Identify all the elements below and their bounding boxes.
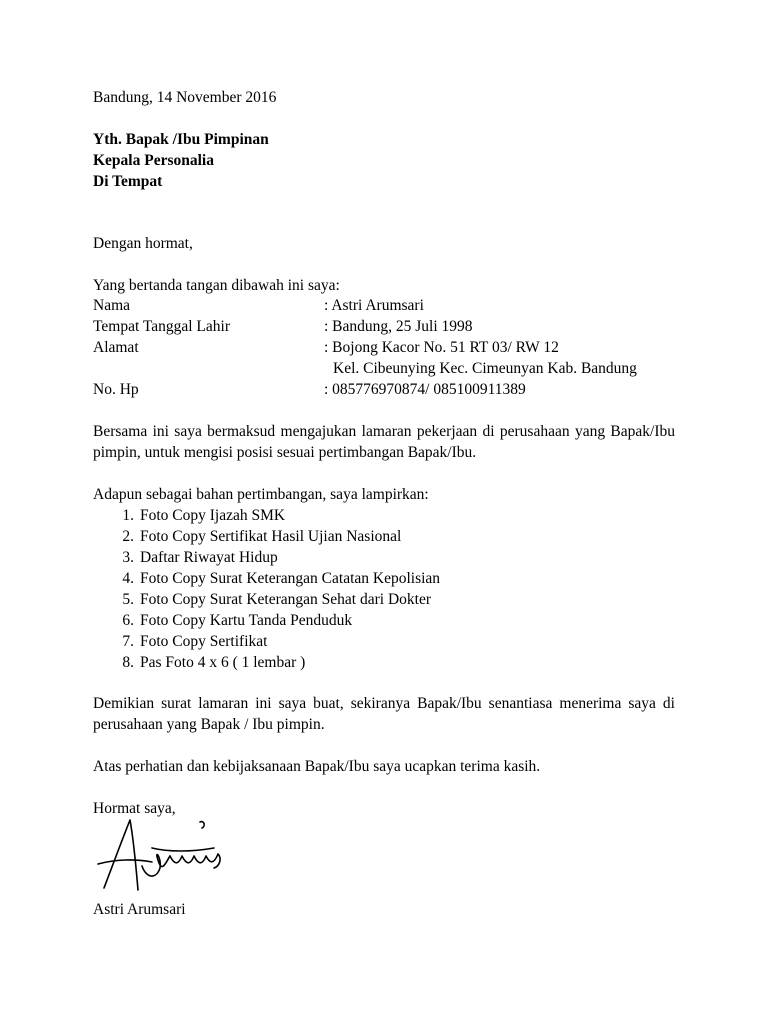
recipient-line-3: Di Tempat [93,173,163,190]
identity-label-name: Nama [93,297,131,314]
identity-value-address: : Bojong Kacor No. 51 RT 03/ RW 12 [324,339,559,356]
attachments-intro: Adapun sebagai bahan pertimbangan, saya lampirkan: [93,486,429,503]
list-item-number: 4. [122,570,134,587]
identity-value-phone: : 085776970874/ 085100911389 [324,381,526,398]
signature-image [96,812,236,894]
list-item: Foto Copy Surat Keterangan Sehat dari Dokter [140,591,431,608]
list-item: Foto Copy Surat Keterangan Catatan Kepolisian [140,570,441,587]
list-item-number: 5. [122,591,134,608]
list-item-number: 3. [122,549,134,566]
recipient-line-2: Kepala Personalia [93,152,214,169]
list-item: Foto Copy Sertifikat [140,633,268,650]
list-item-number: 1. [122,507,134,524]
place-date: Bandung, 14 November 2016 [93,89,277,106]
identity-label-phone: No. Hp [93,381,139,398]
identity-value-name: : Astri Arumsari [324,297,424,314]
intro-text: Yang bertanda tangan dibawah ini saya: [93,277,340,294]
list-item-number: 2. [122,528,134,545]
list-item: Pas Foto 4 x 6 ( 1 lembar ) [140,654,306,671]
thanks-text: Atas perhatian dan kebijaksanaan Bapak/Ibu saya ucapkan terima kasih. [93,758,541,775]
list-item: Foto Copy Kartu Tanda Penduduk [140,612,353,629]
salutation: Dengan hormat, [93,235,193,252]
regards-text: Hormat saya, [93,800,176,817]
identity-value-address-line-2: Kel. Cibeunying Kec. Cimeunyan Kab. Bandung [333,360,637,377]
identity-label-birth: Tempat Tanggal Lahir [93,318,230,335]
identity-value-birth: : Bandung, 25 Juli 1998 [324,318,473,335]
purpose-paragraph: Bersama ini saya bermaksud mengajukan lamaran pekerjaan di perusahaan yang Bapak/Ibu pimpin, untuk mengisi posisi sesuai pertimbangan Bapak/Ibu. [93,423,675,461]
list-item-number: 8. [122,654,134,671]
recipient-line-1: Yth. Bapak /Ibu Pimpinan [93,131,269,148]
identity-label-address: Alamat [93,339,139,356]
signer-name: Astri Arumsari [93,901,186,918]
list-item-number: 7. [122,633,134,650]
list-item: Foto Copy Ijazah SMK [140,507,286,524]
list-item-number: 6. [122,612,134,629]
list-item: Daftar Riwayat Hidup [140,549,278,566]
list-item: Foto Copy Sertifikat Hasil Ujian Nasional [140,528,402,545]
closing-paragraph: Demikian surat lamaran ini saya buat, sekiranya Bapak/Ibu senantiasa menerima saya di perusahaan yang Bapak / Ibu pimpin. [93,695,675,733]
